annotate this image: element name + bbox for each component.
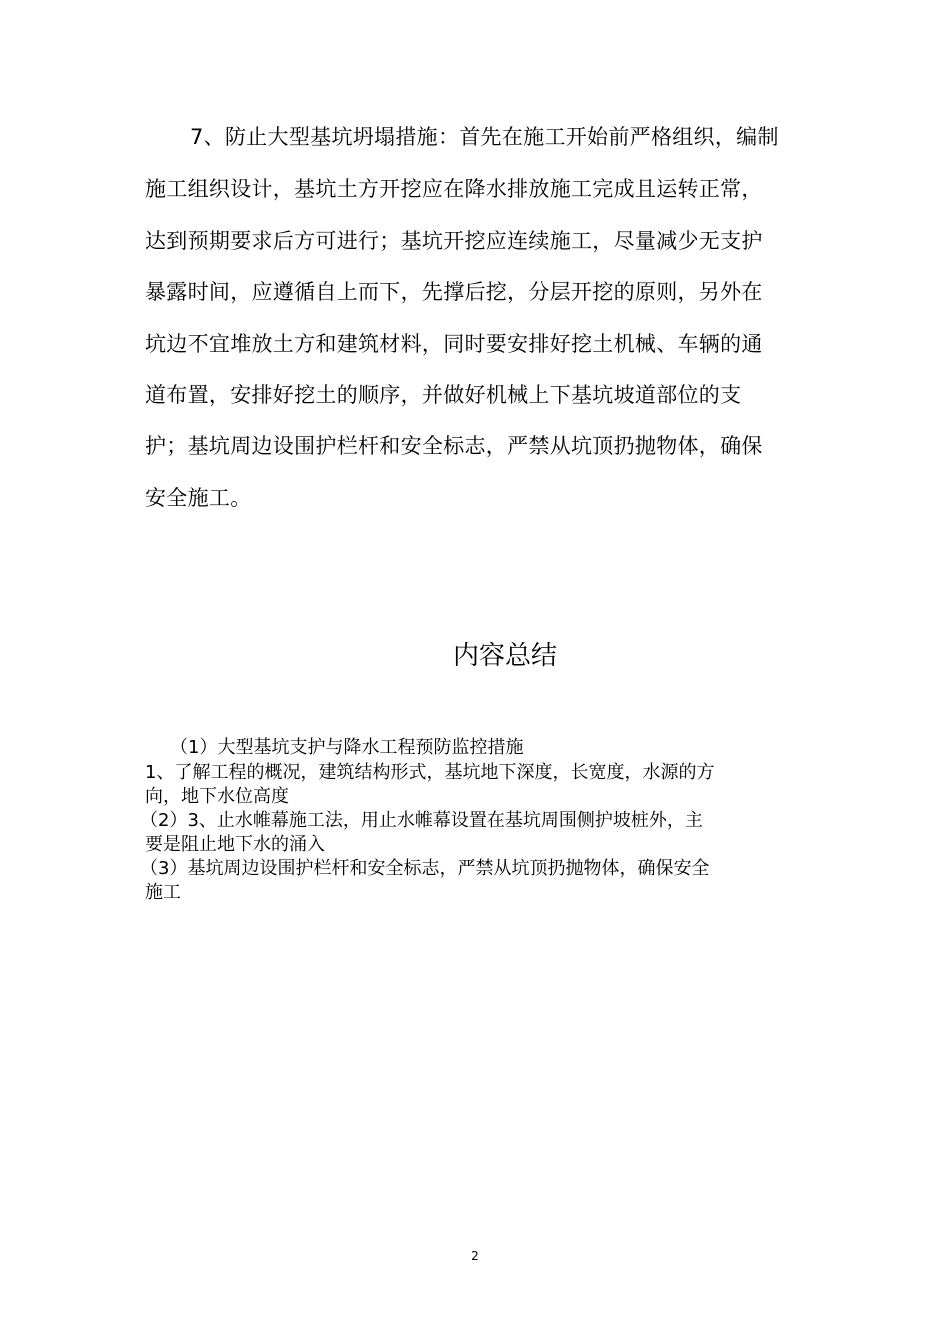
summary-line: （3）基坑周边设围护栏杆和安全标志，严禁从坑顶扔抛物体，确保安全: [140, 858, 710, 879]
paragraph-line: 安全施工。: [145, 486, 252, 510]
paragraph-line: 护；基坑周边设围护栏杆和安全标志，严禁从坑顶扔抛物体，确保: [145, 434, 763, 458]
summary-title: 内容总结: [452, 641, 557, 671]
paragraph-line: 坑边不宜堆放土方和建筑材料，同时要安排好挖土机械、车辆的通: [145, 332, 763, 356]
paragraph-line: 施工组织设计，基坑土方开挖应在降水排放施工完成且运转正常，: [145, 177, 763, 201]
paragraph-line: 暴露时间，应遵循自上而下，先撑后挖，分层开挖的原则，另外在: [145, 280, 763, 304]
paragraph-line: 道布置，安排好挖土的顺序，并做好机械上下基坑坡道部位的支: [145, 383, 742, 407]
summary-line: 1、了解工程的概况，建筑结构形式，基坑地下深度，长宽度，水源的方: [145, 762, 715, 783]
summary-line: （1）大型基坑支护与降水工程预防监控措施: [170, 737, 524, 758]
paragraph-line: 7、防止大型基坑坍塌措施：首先在施工开始前严格组织，编制: [190, 125, 779, 149]
page-number: 2: [471, 1249, 479, 1263]
summary-line: 向，地下水位高度: [145, 786, 289, 807]
paragraph-line: 达到预期要求后方可进行；基坑开挖应连续施工，尽量减少无支护: [145, 229, 763, 253]
summary-line: 施工: [145, 882, 181, 903]
summary-line: （2）3、止水帷幕施工法，用止水帷幕设置在基坑周围侧护坡桩外，主: [140, 810, 703, 831]
summary-line: 要是阻止地下水的涌入: [145, 834, 325, 855]
